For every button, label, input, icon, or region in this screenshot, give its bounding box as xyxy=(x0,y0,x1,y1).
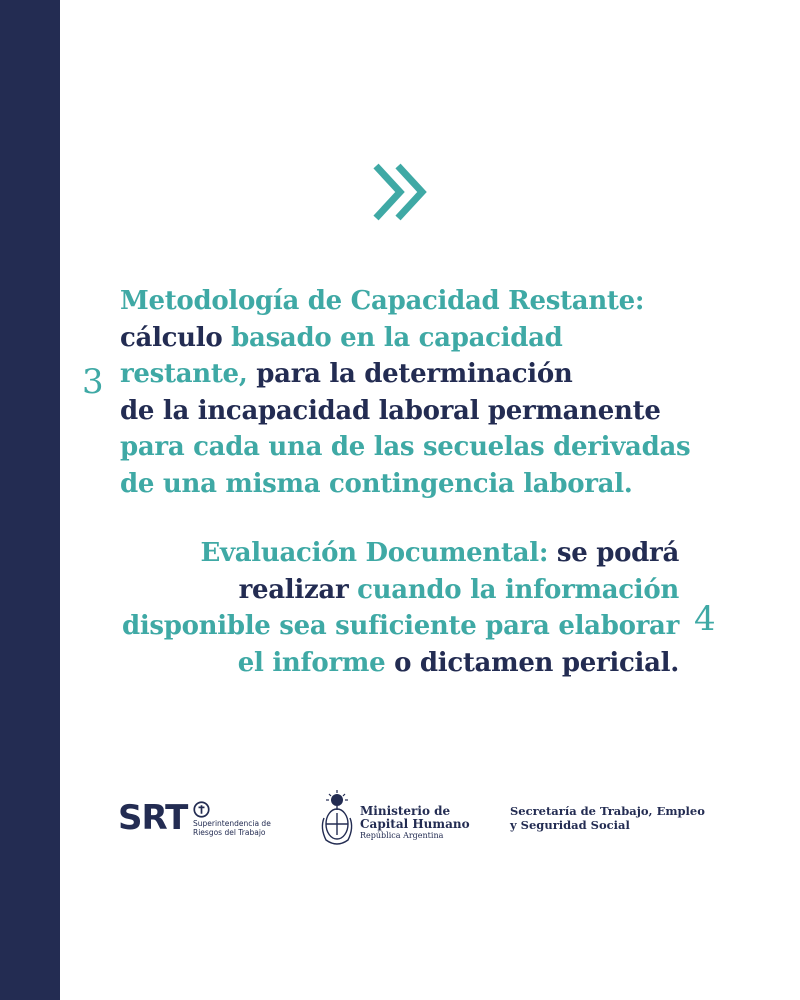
item-4-text xyxy=(122,535,679,681)
item3-line xyxy=(120,429,690,466)
item-number-4: 4 xyxy=(694,599,716,639)
srt-emblem-icon xyxy=(193,801,210,818)
secretaria-line2: y Seguridad Social xyxy=(510,818,630,832)
ministerio-line3: República Argentina xyxy=(360,831,444,840)
item4-segment: realizar xyxy=(238,574,349,605)
item4-line xyxy=(122,645,679,682)
item4-line xyxy=(122,608,679,645)
item-number-3: 3 xyxy=(82,362,104,402)
item4-segment: disponible sea suficiente para elaborar xyxy=(121,611,679,641)
ministerio-text xyxy=(360,805,470,841)
item3-line xyxy=(120,393,690,430)
item4-line xyxy=(122,535,679,572)
item4-segment: el informe xyxy=(237,647,386,678)
double-chevron-right-icon xyxy=(368,160,432,224)
secretaria-line1: Secretaría de Trabajo, Empleo xyxy=(510,804,705,818)
item3-line xyxy=(120,466,690,503)
srt-subtitle-line1: Superintendencia de xyxy=(193,819,271,828)
item3-segment: restante, xyxy=(120,359,248,389)
srt-logo xyxy=(118,797,278,841)
secretaria-logo xyxy=(510,804,705,832)
item4-segment: se podrá xyxy=(548,538,679,568)
item4-line xyxy=(122,572,679,609)
item4-segment: cuando la información xyxy=(348,574,679,605)
item3-segment: de una misma contingencia laboral. xyxy=(120,468,633,499)
item3-segment: para la determinación xyxy=(247,359,573,389)
item3-segment: de la incapacidad laboral permanente xyxy=(120,395,661,426)
item-3-text xyxy=(120,283,690,502)
item3-line xyxy=(120,356,690,393)
item4-segment: Evaluación Documental: xyxy=(200,538,549,568)
item3-line xyxy=(120,320,690,357)
srt-subtitle xyxy=(193,819,271,837)
item3-segment: Metodología de Capacidad Restante: xyxy=(120,286,645,316)
srt-subtitle-line2: Riesgos del Trabajo xyxy=(193,828,266,837)
item3-segment: basado en la capacidad xyxy=(231,322,563,353)
ministerio-logo xyxy=(318,788,468,850)
item3-segment: cálculo xyxy=(120,322,232,353)
item3-line xyxy=(120,283,690,320)
coat-of-arms-icon xyxy=(318,788,356,850)
srt-acronym: SRT xyxy=(118,798,188,838)
ministerio-line2: Capital Humano xyxy=(360,817,470,831)
item4-segment: o dictamen pericial. xyxy=(385,647,679,678)
ministerio-line1: Ministerio de xyxy=(360,804,451,818)
item3-segment: para cada una de las secuelas derivadas xyxy=(120,432,691,462)
sidebar-band xyxy=(0,0,60,1000)
